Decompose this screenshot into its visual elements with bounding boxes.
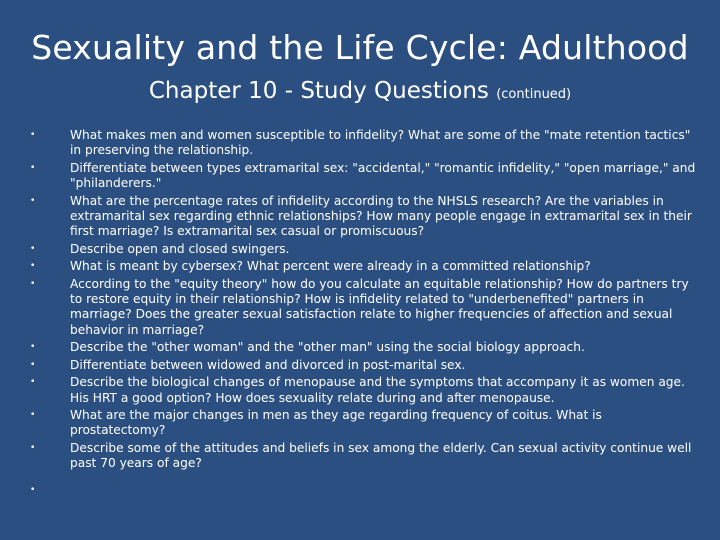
bullet-icon: • [30, 359, 36, 370]
question-text: Describe the biological changes of menopause and the symptoms that accompany it as women age. His HRT a good option? How does sexuality relate during and after menopause. [70, 375, 685, 405]
bullet-icon: • [30, 243, 36, 254]
question-text: What are the major changes in men as they age regarding frequency of coitus. What is prostatectomy? [70, 407, 602, 438]
bullet-icon: • [30, 409, 36, 420]
question-text: What are the percentage rates of infidelity according to the NHSLS research? Are the variables in extramarital sex regarding ethnic relationships? How many people engage in extramarital sex in their first marriage? Is extramarital sex casual or promiscuous? [70, 193, 692, 239]
bullet-icon: • [30, 130, 36, 140]
bullet-icon: • [30, 278, 36, 289]
slide-subtitle [0, 78, 720, 104]
question-text: Describe some of the attitudes and beliefs in sex among the elderly. Can sexual activity continue well past 70 years of age? [70, 440, 692, 471]
list-item [30, 441, 700, 472]
list-item [30, 161, 700, 192]
question-text: Differentiate between types extramarital sex: "accidental," "romantic infidelity," "open marriage," and "philanderers." [70, 160, 696, 191]
bullet-icon: • [30, 377, 36, 388]
bullet-icon: • [30, 162, 36, 173]
bullet-icon: • [30, 195, 36, 206]
empty-bullet-icon: • [30, 485, 36, 495]
question-text: What is meant by cybersex? What percent were already in a committed relationship? [70, 259, 591, 274]
question-text: Differentiate between widowed and divorced in post-marital sex. [70, 357, 466, 372]
bullet-icon: • [30, 261, 36, 272]
question-text: Describe the "other woman" and the "other man" using the social biology approach. [70, 340, 585, 355]
subtitle-text: Chapter 10 - Study Questions [148, 78, 489, 104]
list-item [30, 340, 700, 355]
subtitle-note: (continued) [496, 87, 572, 102]
list-item [30, 259, 700, 274]
list-item [30, 128, 700, 159]
list-item [30, 277, 700, 339]
list-item [30, 194, 700, 240]
bullet-icon: • [30, 442, 36, 453]
list-item [30, 375, 700, 406]
question-text: According to the "equity theory" how do you calculate an equitable relationship? How do partners try to restore equity in their relationship? How is infidelity related to "underbenefited" partners in marriage? Does the greater sexual satisfaction relate to higher frequencies of affection and sexual behavior in marriage? [70, 276, 689, 337]
list-item [30, 408, 700, 439]
slide-title: Sexuality and the Life Cycle: Adulthood [31, 28, 689, 67]
bullet-icon: • [30, 342, 36, 353]
list-item [30, 358, 700, 373]
question-text: Describe open and closed swingers. [70, 241, 290, 256]
question-text: What makes men and women susceptible to infidelity? What are some of the "mate retention tactics" in preserving the relationship. [70, 128, 691, 158]
list-item [30, 242, 700, 257]
question-list [30, 128, 700, 474]
